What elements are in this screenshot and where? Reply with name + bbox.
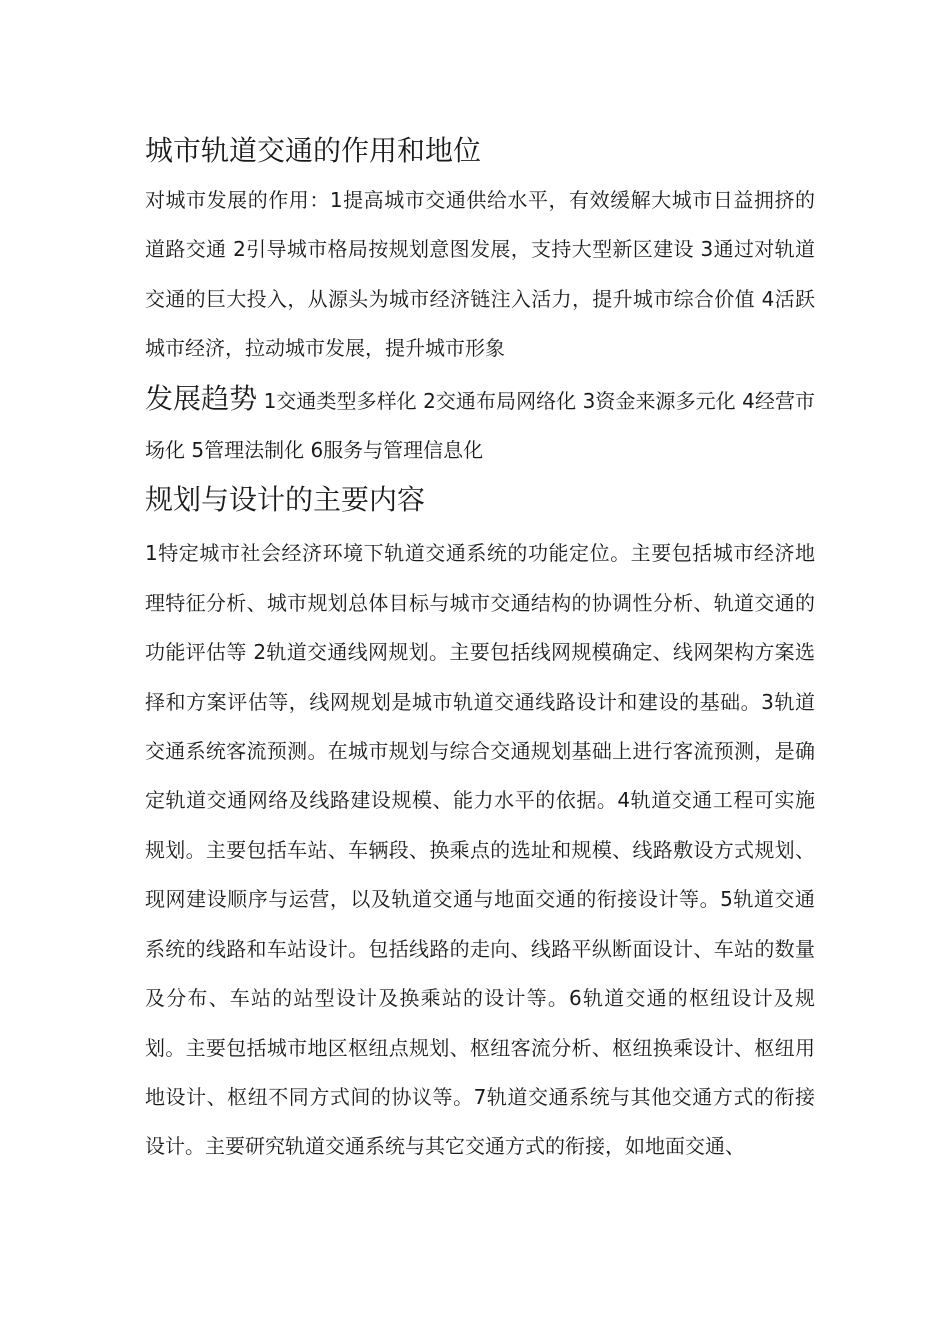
section-heading-role: 城市轨道交通的作用和地位 <box>145 134 482 167</box>
section-paragraph-role: 对城市发展的作用：1提高城市交通供给水平，有效缓解大城市日益拥挤的道路交通 2引导城市格局按规划意图发展，支持大型新区建设 3通过对轨道交通的巨大投入，从源头为城市经济链注入活力，提升城市综合价值 4活跃城市经济，拉动城市发展，提升城市形象 <box>145 188 815 361</box>
section-heading-planning: 规划与设计的主要内容 <box>145 483 426 517</box>
section-paragraph-planning: 1特定城市社会经济环境下轨道交通系统的功能定位。主要包括城市经济地理特征分析、城市规划总体目标与城市交通结构的协调性分析、轨道交通的功能评估等 2轨道交通线网规划。主要包括线网规模确定、线网架构方案选择和方案评估等，线网规划是城市轨道交通线路设计和建设的基础。3轨道交通系统客流预测。在城市规划与综合交通规划基础上进行客流预测，是确定轨道交通网络及线路建设规模、能力水平的依据。4轨道交通工程可实施规划。主要包括车站、车辆段、换乘点的选址和规模、线路敷设方式规划、现网建设顺序与运营，以及轨道交通与地面交通的衔接设计等。5轨道交通系统的线路和车站设计。包括线路的走向、线路平纵断面设计、车站的数量及分布、车站的站型设计及换乘站的设计等。6轨道交通的枢纽设计及规划。主要包括城市地区枢纽点规划、枢纽客流分析、枢纽换乘设计、枢纽用地设计、枢纽不同方式间的协议等。7轨道交通系统与其他交通方式的衔接设计。主要研究轨道交通系统与其它交通方式的衔接，如地面交通、 <box>145 541 815 1159</box>
trend-lead-heading: 发展趋势 <box>145 381 258 415</box>
trend-text: 1交通类型多样化 2交通布局网络化 3资金来源多元化 4经营市场化 5管理法制化 6服务与管理信息化 <box>145 388 815 463</box>
section-paragraph-trend <box>145 374 815 476</box>
document-body <box>145 128 815 1172</box>
